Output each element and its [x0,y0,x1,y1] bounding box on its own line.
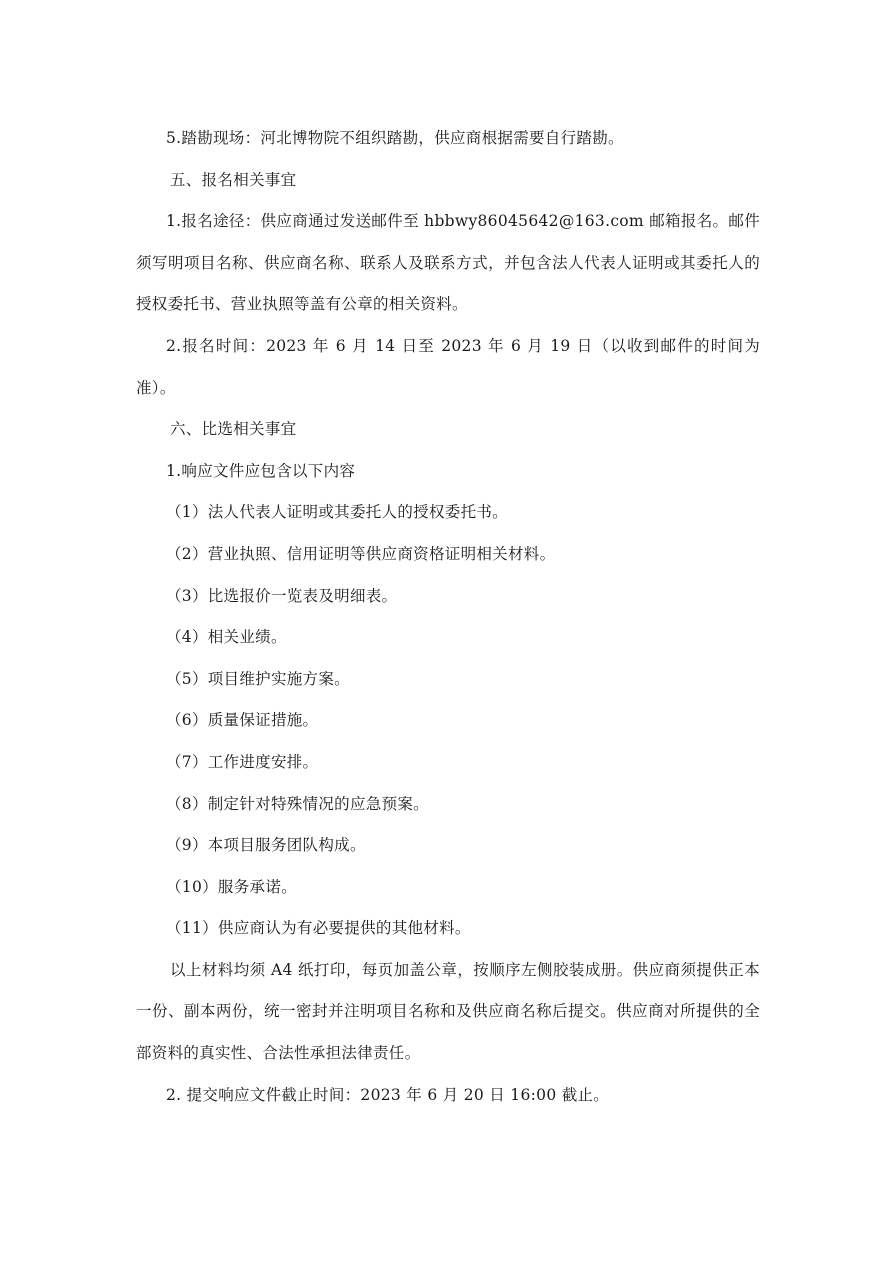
paragraph-registration-time: 2.报名时间：2023 年 6 月 14 日至 2023 年 6 月 19 日（以收到邮件的时间为准）。 [136,336,760,397]
list-item-doc-3: （3）比选报价一览表及明细表。 [166,586,398,605]
list-item-doc-5: （5）项目维护实施方案。 [166,669,350,688]
list-item-doc-10: （10）服务承诺。 [166,877,297,896]
list-item-doc-4: （4）相关业绩。 [166,628,287,647]
list-item-doc-8: （8）制定针对特殊情况的应急预案。 [166,794,429,813]
section-heading-selection: 六、比选相关事宜 [170,420,297,439]
document-body [136,118,760,1116]
paragraph-site-visit: 5.踏勘现场：河北博物院不组织踏勘，供应商根据需要自行踏勘。 [166,129,624,147]
list-item-doc-1: （1）法人代表人证明或其委托人的授权委托书。 [166,503,508,522]
list-item-doc-9: （9）本项目服务团队构成。 [166,836,366,855]
list-item-doc-2: （2）营业执照、信用证明等供应商资格证明相关材料。 [166,544,556,563]
section-heading-registration: 五、报名相关事宜 [170,170,297,189]
paragraph-response-docs-intro: 1.响应文件应包含以下内容 [166,461,356,480]
paragraph-binding-instructions: 以上材料均须 A4 纸打印，每页加盖公章，按顺序左侧胶装成册。供应商须提供正本一份、副本两份，统一密封并注明项目名称和及供应商名称后提交。供应商对所提供的全部资料的真实性、合法性承担法律责任。 [136,960,760,1063]
list-item-doc-11: （11）供应商认为有必要提供的其他材料。 [166,919,471,938]
list-item-doc-6: （6）质量保证措施。 [166,711,319,730]
paragraph-registration-method: 1.报名途径：供应商通过发送邮件至 hbbwy86045642@163.com 邮箱报名。邮件须写明项目名称、供应商名称、联系人及联系方式，并包含法人代表人证明或其委托人的授权委托书、营业执照等盖有公章的相关资料。 [136,212,760,314]
paragraph-submission-deadline: 2. 提交响应文件截止时间：2023 年 6 月 20 日 16:00 截止。 [166,1085,610,1104]
list-item-doc-7: （7）工作进度安排。 [166,752,319,771]
